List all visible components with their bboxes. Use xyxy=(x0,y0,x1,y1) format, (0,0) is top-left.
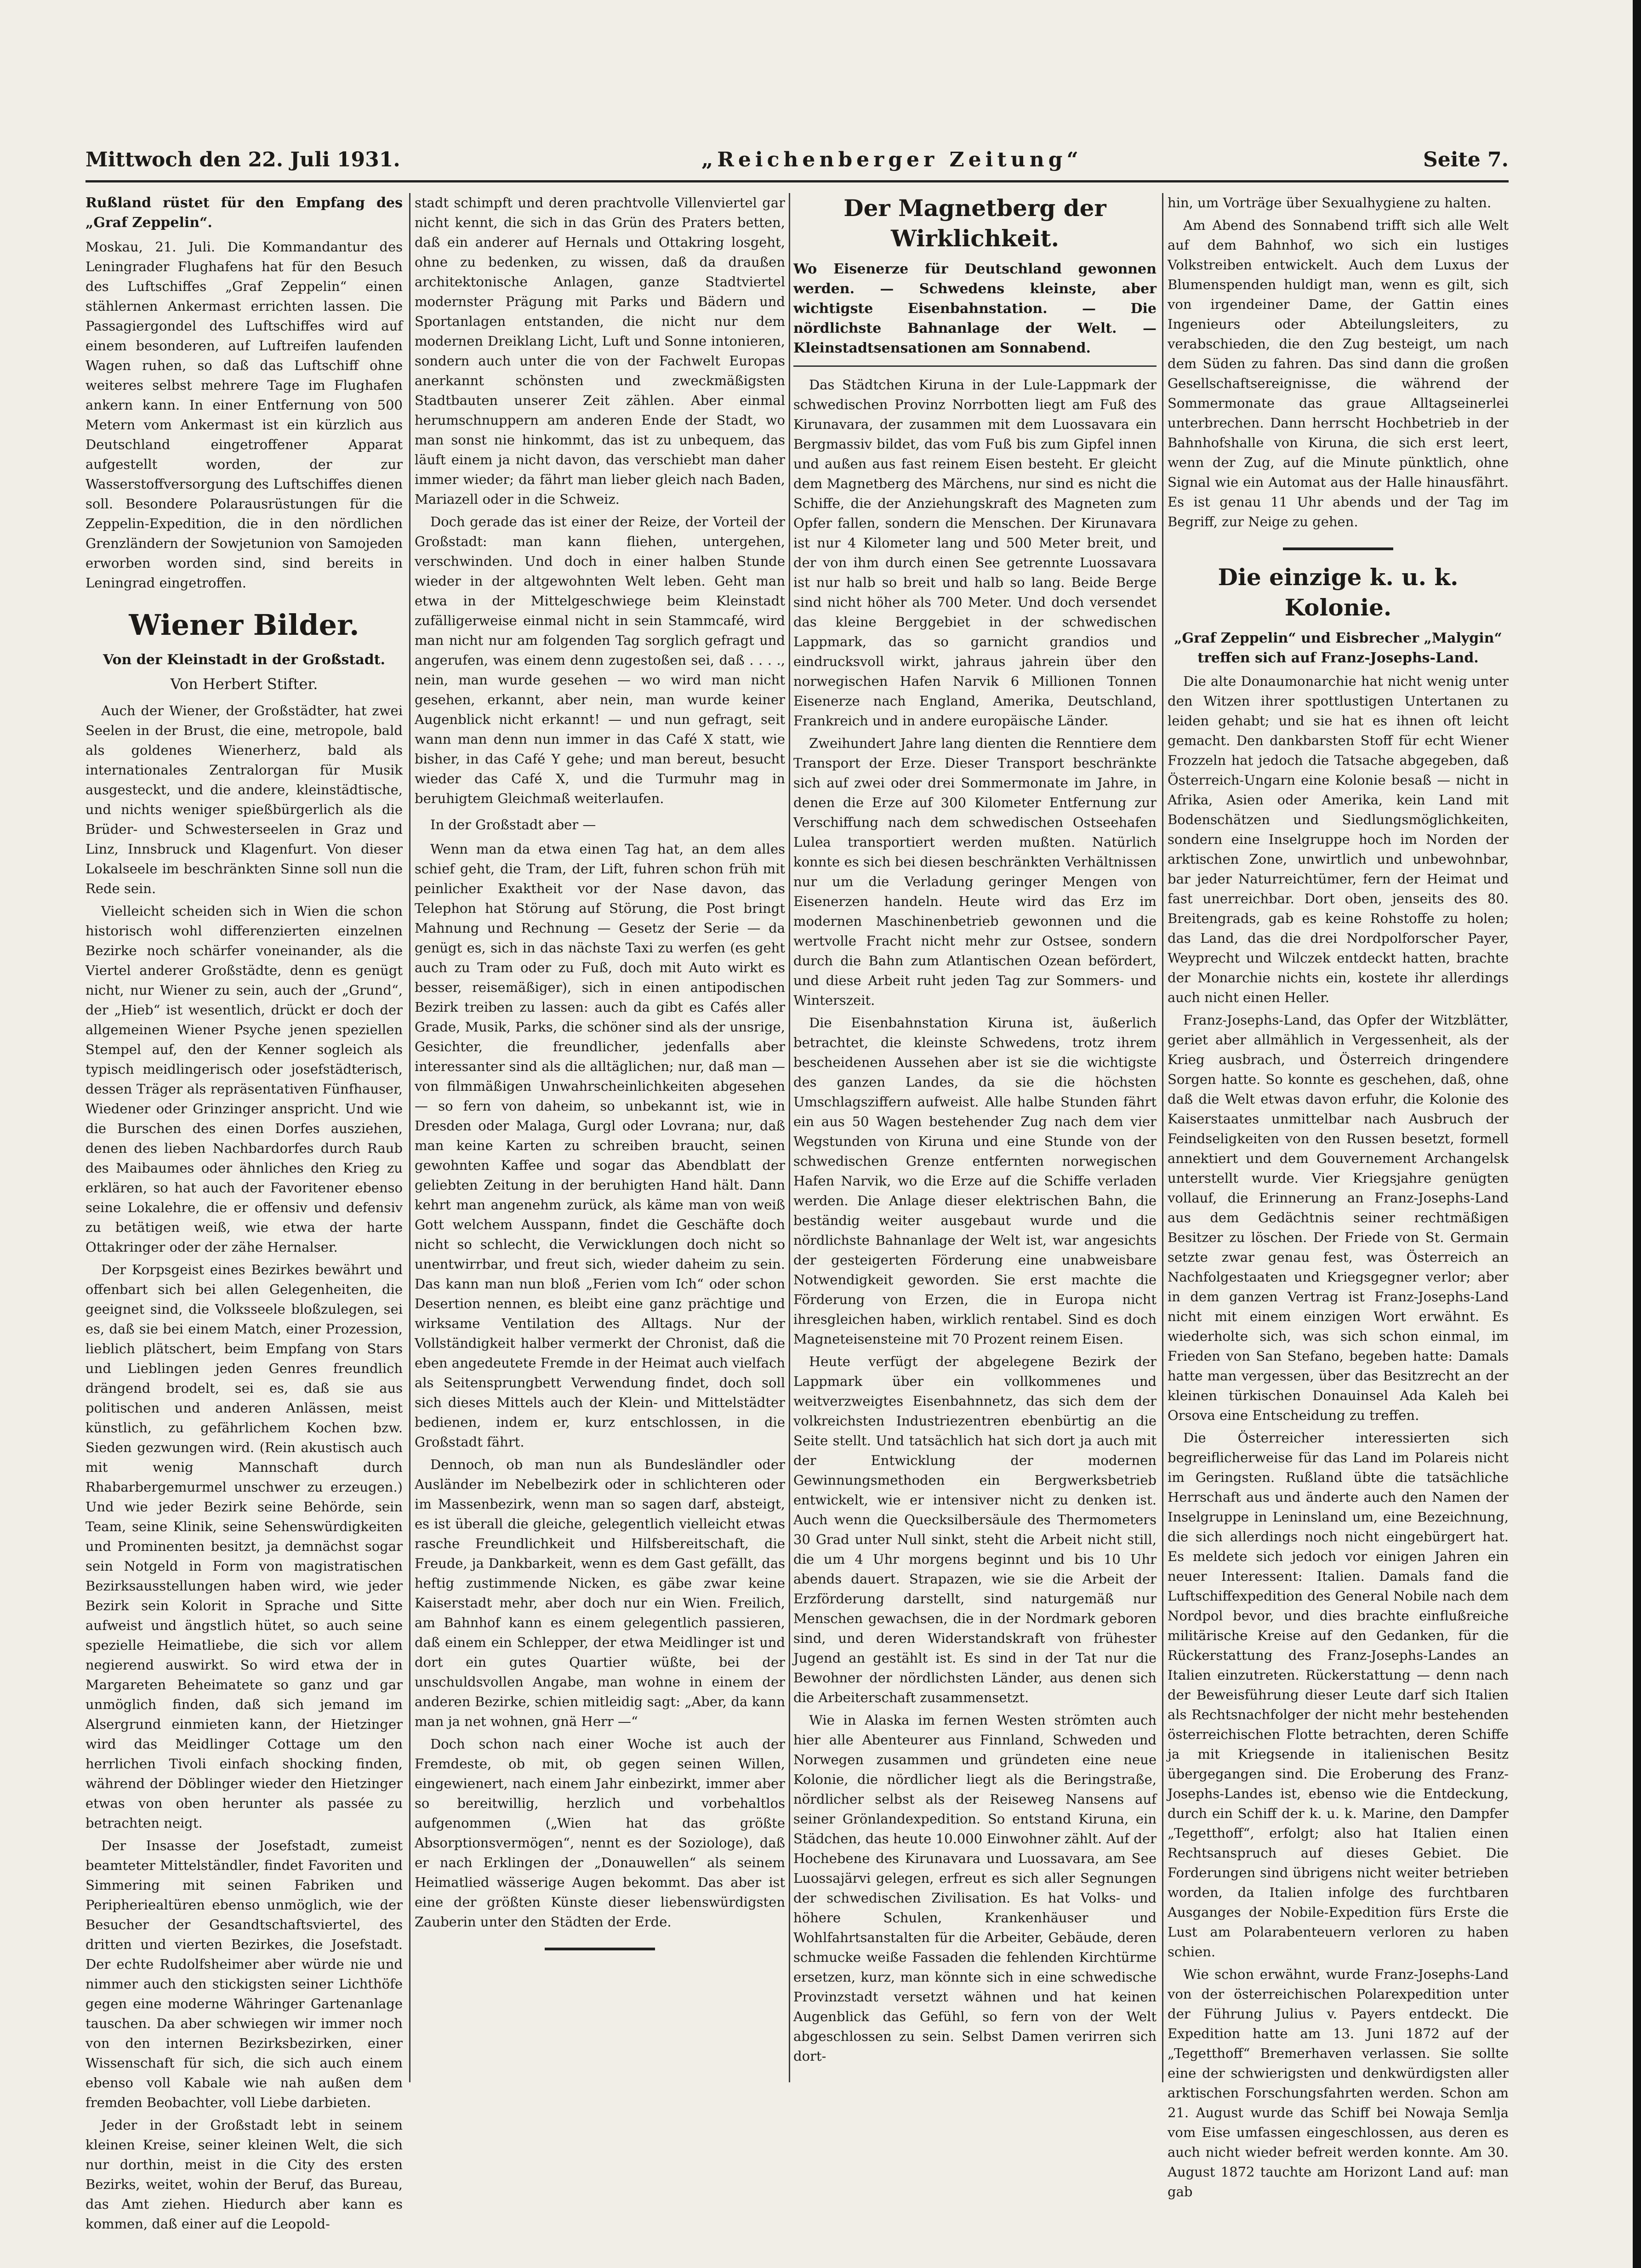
paragraph: Die Österreicher interessierten sich begreiflicherweise für das Land im Polareis nicht im Geringsten. Rußland übte die tatsächliche Herrschaft aus und änderte auch den Namen der Inselgruppe in Leninsland um, eine Bezeichnung, die sich allerdings noch nicht eingebürgert hat. Es meldete sich jedoch vor einigen Jahren ein neuer Interessent: Italien. Damals fand die Luftschiffexpedition des General Nobile nach dem Nordpol bevor, und dies brachte einflußreiche militärische Kreise auf den Gedanken, für die Rückerstattung des Franz-Josephs-Landes an Italien einzutreten. Rückerstattung — denn nach der Beweisführung dieser Leute darf sich Italien als Rechtsnachfolger der nicht mehr bestehenden österreichischen Flotte betrachten, deren Schiffe ja mit Kriegsende in italienischen Besitz übergegangen sind. Die Eroberung des Franz-Josephs-Landes ist, ebenso wie die Entdeckung, durch ein Schiff der k. u. k. Marine, den Dampfer „Tegetthoff“, erfolgt; also hat Italien einen Rechtsanspruch auf dieses Gebiet. Die Forderungen sind übrigens nicht weiter betrieben worden, da Italien infolge des furchtbaren Ausganges der Nobile-Expedition fürs Erste die Lust am Polarabenteuern verloren zu haben schien. xyxy=(1168,1430,1509,1960)
paragraph: Am Abend des Sonnabend trifft sich alle Welt auf dem Bahnhof, wo sich ein lustiges Volkstreiben entwickelt. Auch dem Luxus der Blumenspenden huldigt man, wenn es gilt, sich von irgendeiner Dame, der Gattin eines Ingenieurs oder Abteilungsleiters, zu verabschieden, die den Zug besteigt, um nach dem Süden zu fahren. Das sind dann die großen Gesellschaftsereignisse, die während der Sommermonate das graue Alltagseinerlei unterbrechen. Dann herrscht Hochbetrieb in der Bahnhofshalle von Kiruna, die sich erst leert, wenn der Zug, auf die Minute pünktlich, ohne Signal wie ein Automat aus der Halle hinausfährt. Es ist genau 11 Uhr abends und der Tag im Begriff, zur Neige zu gehen. xyxy=(1168,217,1509,530)
paragraph: Das Städtchen Kiruna in der Lule-Lappmark der schwedischen Provinz Norrbotten liegt am Fuß des Kirunavara, der zusammen mit dem Luossavara ein Bergmassiv bildet, das vom Fuß bis zum Gipfel innen und außen aus fast reinem Eisen besteht. Er gleicht dem Magnetberg des Märchens, nur sind es nicht die Schiffe, die der Anziehungskraft des Magneten zum Opfer fallen, sondern die Menschen. Der Kirunavara ist nur 4 Kilometer lang und 500 Meter breit, und der von ihm durch einen See getrennte Luossavara ist nur halb so breit und halb so lang. Beide Berge sind nicht höher als 700 Meter. Und doch versendet das kleine Berggebiet in der schwedischen Lappmark, das so garnicht grandios und eindrucksvoll wirkt, jahraus jahrein über den norwegischen Hafen Narvik 6 Millionen Tonnen Eisenerze nach England, Amerika, Deutschland, Frankreich und in andere europäische Länder. xyxy=(793,377,1157,729)
page-header xyxy=(85,148,1509,176)
paragraph: Wie in Alaska im fernen Westen strömten auch hier alle Abenteurer aus Finnland, Schweden und Norwegen zusammen und gründeten eine neue Kolonie, die nördlicher liegt als die Beringstraße, nördlicher selbst als der Reiseweg Nansens auf seiner Grönlandexpedition. So entstand Kiruna, ein Städchen, das heute 10.000 Einwohner zählt. Auf der Hochebene des Kirunavara und Luossavara, am See Luossajärvi gelegen, erfreut es sich aller Segnungen der schwedischen Zivilisation. Es hat Volks- und höhere Schulen, Krankenhäuser und Wohlfahrtsanstalten für die Arbeiter, Gebäude, deren schmucke weiße Fassaden die fehlenden Kirchtürme ersetzen, kurz, man könnte sich in eine schwedische Provinzstadt versetzt wähnen und hat keinen Augenblick das Gefühl, so fern von der Welt abgeschlossen zu sein. Selbst Damen verirren sich dort- xyxy=(793,1712,1157,2064)
subheadline: Von der Kleinstadt in der Großstadt. xyxy=(103,652,385,668)
scan-edge xyxy=(1633,0,1641,2268)
issue-date: Mittwoch den 22. Juli 1931. xyxy=(85,148,400,171)
paragraph: Vielleicht scheiden sich in Wien die schon historisch wohl differenzierten einzelnen Bezirke noch schärfer voneinander, als die Viertel anderer Großstädte, denn es genügt nicht, nur Wiener zu sein, auch der „Grund“, der „Hieb“ ist wesentlich, drückt er doch der allgemeinen Wiener Psyche jenen speziellen Stempel auf, den der Kenner sogleich als typisch meidlingerisch oder josefstädterisch, dessen Träger als repräsentativen Fünfhauser, Wiedener oder Grinzinger anspricht. Und wie die Burschen des einen Dorfes ausziehen, denen des lieben Nachbardorfes durch Raub des Maibaumes oder ähnliches den Krieg zu erklären, so hat auch der Favoritener ebenso seine Lokalehre, die er offensiv und defensiv zu betätigen weiß, wie etwa der harte Ottakringer oder der zähe Hernalser. xyxy=(85,903,403,1255)
headline-wiener-bilder: Wiener Bilder. xyxy=(129,608,359,642)
paragraph: Der Insasse der Josefstadt, zumeist beamteter Mittelständler, findet Favoriten und Simmering mit seinen Fabriken und Peripheriealtüren ebenso unmöglich, wie der Besucher der Gesandtschaftsviertel, des dritten und vierten Bezirkes, die Josefstadt. Der echte Rudolfsheimer aber würde nie und nimmer auch den stickigsten seiner Lichthöfe gegen eine moderne Währinger Gartenanlage tauschen. Da aber schwiegen wir immer noch von den internen Bezirksbezirken, einer Wissenschaft für sich, die sich auch einem ebenso voll Kabale wie nah außen dem fremden Beobachter, voll Liebe darbieten. xyxy=(85,1838,403,2110)
article-kicker-zeppelin: Rußland rüstet für den Empfang des „Graf Zeppelin“. xyxy=(85,195,403,231)
article-deck: „Graf Zeppelin“ und Eisbrecher „Malygin“ treffen sich auf Franz-Josephs-Land. xyxy=(1174,630,1502,666)
paragraph: hin, um Vorträge über Sexualhygiene zu halten. xyxy=(1168,195,1492,211)
paragraph: Wie schon erwähnt, wurde Franz-Josephs-Land von der österreichischen Polarexpedition unter der Führung Julius v. Payers entdeckt. Die Expedition hatte am 13. Juni 1872 auf der „Tegetthoff“ Bremerhaven verlassen. Sie sollte eine der schwierigsten und denkwürdigsten aller arktischen Forschungsfahrten werden. Schon am 21. August wurde das Schiff bei Nowaja Semlja vom Eise umfassen eingeschlossen, aus deren es auch nicht wieder befreit werden konnte. Am 30. August 1872 tauchte am Horizont Land auf: man gab xyxy=(1168,1966,1509,2200)
paragraph: Doch gerade das ist einer der Reize, der Vorteil der Großstadt: man kann fliehen, untergehen, verschwinden. Und doch in einer halben Stunde wieder in der altgewohnten Welt leben. Geht man etwa in der Mittelgeschwiege beim Kleinstadt zufälligerweise einmal nicht in sein Stammcafé, wird man nicht nur am folgenden Tag sorglich gefragt und angerufen, was einem denn zugestoßen sei, daß . . . ., nein, man wurde gesehen — wo wird man nicht gesehen, erkannt, aber nein, man wurde keiner Augenblick nicht erkannt! — und nun gefragt, seit wann man denn nun immer in das Café X statt, wie bisher, in das Café Y gehe; und man bereut, besucht wieder das Café X, und die Turmuhr mag in beruhigtem Gleichmaß weiterlaufen. xyxy=(415,514,785,806)
paragraph: Moskau, 21. Juli. Die Kommandantur des Leningrader Flughafens hat für den Besuch des Luftschiffes „Graf Zeppelin“ einen stählernen Ankermast errichten lassen. Die Passagiergondel des Luftschiffes wird auf einem besonderen, auf Luftreifen laufenden Wagen ruhen, so daß das Luftschiff ohne weiteres selbst mehrere Tage im Flughafen ankern kann. In einer Entfernung von 500 Metern vom Ankermast ist ein kürzlich aus Deutschland eingetroffener Apparat aufgestellt worden, der zur Wasserstoffversorgung des Luftschiffes dienen soll. Besondere Polarausrüstungen für die Zeppelin-Expedition, die in den nördlichen Grenzländern der Sowjetunion von Samojeden erworben worden sind, sind bereits in Leningrad eingetroffen. xyxy=(85,239,403,591)
byline: Von Herbert Stifter. xyxy=(170,675,318,693)
paragraph: stadt schimpft und deren prachtvolle Villenviertel gar nicht kennt, die sich in das Grün des Praters betten, daß ein anderer auf Hernals und Ottakring losgeht, ohne zu bedenken, zu wissen, daß da draußen architektonische Anlagen, ganze Stadtviertel modernster Prägung mit Parks und Bädern und Sportanlagen entstanden, die nicht nur dem modernen Dreiklang Licht, Luft und Sonne intonieren, sondern auch unter die von der Fachwelt Europas anerkannt schönsten und zweckmäßigsten Stadtbauten unserer Zeit zählen. Aber einmal herumschnuppern am anderen Ende der Stadt, wo man sonst nie hinkommt, das ist zu unbequem, das läuft einem ja nicht davon, das verschiebt man daher immer wieder; da fährt man lieber gleich nach Baden, Mariazell oder in die Schweiz. xyxy=(415,195,785,507)
paragraph: Die Eisenbahnstation Kiruna ist, äußerlich betrachtet, die kleinste Schwedens, trotz ihrem bescheidenen Aussehen aber ist sie die wichtigste des ganzen Landes, da sie die höchsten Umschlagsziffern aufweist. Alle halbe Stunden fährt ein aus 50 Wagen bestehender Zug nach dem vier Wegstunden von Kiruna und eine Stunde von der schwedischen Grenze entfernten norwegischen Hafen Narvik, wo die Erze auf die Schiffe verladen werden. Die Anlage dieser elektrischen Bahn, die beständig weiter ausgebaut wurde und die nördlichste Bahnanlage der Welt ist, war angesichts der gesteigerten Förderung eine unabweisbare Notwendigkeit geworden. Sie erst machte die Förderung von Erzen, die in Europa nicht ihresgleichen haben, wirklich rentabel. Sind es doch Magneteisensteine mit 70 Prozent reinem Eisen. xyxy=(793,1015,1157,1347)
paragraph: Die alte Donaumonarchie hat nicht wenig unter den Witzen ihrer spottlustigen Untertanen zu leiden gehabt; und sie hat es ihnen oft leicht gemacht. Den dankbarsten Stoff für echt Wiener Frozzeln hat jedoch die Tatsache abgegeben, daß Österreich-Ungarn eine Kolonie besaß — nicht in Afrika, Asien oder Amerika, kein Land mit Bodenschätzen und Siedlungsmöglichkeiten, sondern eine Inselgruppe hoch im Norden der arktischen Zone, unwirtlich und unbewohnbar, bar jeder Naturreichtümer, fern der Heimat und fast unerreichbar. Dort oben, jenseits des 80. Breitengrads, gab es keine Rohstoffe zu holen; das Land, das die drei Nordpolforscher Payer, Weyprecht und Wilczek entdeckt hatten, brachte der Monarchie nichts ein, kostete ihr allerdings auch nicht einen Heller. xyxy=(1168,673,1509,1005)
article-deck: Wo Eisenerze für Deutschland gewonnen werden. — Schwedens kleinste, aber wichtigste Eisenbahnstation. — Die nördlichste Bahnanlage der Welt. — Kleinstadtsensationen am Sonnabend. xyxy=(793,259,1157,367)
article-separator xyxy=(545,1948,655,1950)
paragraph: Der Korpsgeist eines Bezirkes bewährt und offenbart sich bei allen Gelegenheiten, die geeignet sind, die Volksseele bloßzulegen, sei es, daß sie bei einem Match, einer Prozession, lieblich plätschert, beim Empfang von Stars und Lieblingen jeden Genres freundlich drängend brodelt, sei es, daß sie aus politischen und anderen Anlässen, meist künstlich, zu gefährlichem Kochen bzw. Sieden gezwungen wird. (Rein akustisch auch mit wenig Mannschaft durch Rhabarbergemurmel unschwer zu erzeugen.) Und wie jeder Bezirk seine Behörde, sein Team, seine Klinik, seine Sehenswürdigkeiten und Prominenten besitzt, ja demnächst sogar sein Notgeld in Form von magistratischen Bezirksausstellungen haben wird, wie jeder Bezirk sein Kolorit in Sprache und Sitte aufweist und ängstlich hütet, so auch seine spezielle Heimatliebe, die sich vor allem negierend auswirkt. So wird etwa der in Margareten Beheimatete so ganz und gar unmöglich finden, daß sich jemand im Alsergrund einmieten kann, der Hietzinger wird das Meidlinger Cottage um den herrlichen Tivoli einfach shocking finden, während der Döblinger wieder den Hietzinger etwas von oben herunter als passée zu betrachten neigt. xyxy=(85,1262,403,1831)
paragraph: Jeder in der Großstadt lebt in seinem kleinen Kreise, seiner kleinen Welt, die sich nur dorthin, meist in die City des ersten Bezirks, weitet, wohin der Beruf, das Bureau, das Amt ziehen. Hiedurch aber kann es kommen, daß einer auf die Leopold- xyxy=(85,2117,403,2232)
column-4 xyxy=(1168,193,1509,2200)
paragraph: Zweihundert Jahre lang dienten die Renntiere dem Transport der Erze. Dieser Transport beschränkte sich auf zwei oder drei Sommermonate im Jahre, in denen die Erze auf 300 Kilometer Entfernung zur Verschiffung nach dem schwedischen Ostseehafen Lulea transportiert werden mußten. Natürlich konnte es sich bei diesen beschränkten Verhältnissen nur um die Verladung geringer Mengen von Eisenerzen handeln. Heute wird das Erz im modernen Maschinenbetrieb gewonnen und die wertvolle Fracht nicht mehr zur Ostsee, sondern durch die Bahn zum Atlantischen Ozean befördert, und diese Arbeit ruht jeden Tag zur Sommers- und Winterszeit. xyxy=(793,735,1157,1008)
paragraph: Wenn man da etwa einen Tag hat, an dem alles schief geht, die Tram, der Lift, fuhren schon früh mit peinlicher Exaktheit vor der Nase davon, das Telephon hat Störung auf Störung, die Post bringt Mahnung und Rechnung — Gesetz der Serie — da genügt es, sich in das nächste Taxi zu werfen (es geht auch zu Tram oder zu Fuß, doch mit Auto wirkt es besser, reisemäßiger), sich in einen antipodischen Bezirk treiben zu lassen: auch da gibt es Cafés aller Grade, Musik, Parks, die schöner sind als der unsrige, Gesichter, die freundlicher, jedenfalls aber interessanter sind als die alltäglichen; nur, daß man — von filmmäßigen Unwahrscheinlichkeiten abgesehen — so fern von daheim, so unbekannt ist, wie in Dresden oder Malaga, Gurgl oder Lovrana; nur, daß man keine Karten zu schreiben braucht, seinen gewohnten Kaffee und sogar das Abendblatt der geliebten Zeitung in der beruhigten Hand hält. Dann kehrt man angenehm zurück, als käme man von weiß Gott welchem Ausspann, findet die Geschäfte doch nicht so schlecht, die Verwicklungen doch nicht so unentwirrbar, und freut sich, wieder daheim zu sein. Das kann man nun bloß „Ferien vom Ich“ oder schon Desertion nennen, es bleibt eine ganz prächtige und wirksame Ventilation des Alltags. Nur der Vollständigkeit halber vermerkt der Chronist, daß die eben angedeutete Fremde in der Heimat auch vielfach als Seitensprungbett Verwendung findet, doch soll sich dieses Mittels auch der Klein- und Mittelstädter bedienen, indem er, kurz entschlossen, in die Großstadt fährt. xyxy=(415,841,785,1450)
paragraph: Franz-Josephs-Land, das Opfer der Witzblätter, geriet aber allmählich in Vergessenheit, als der Krieg ausbrach, und Österreich dringendere Sorgen hatte. So konnte es geschehen, daß, ohne daß die Welt etwas davon erfuhr, die Kolonie des Kaiserstaates unmittelbar nach Ausbruch der Feindseligkeiten von den Russen besetzt, formell annektiert und dem Gouvernement Archangelsk unterstellt wurde. Vier Kriegsjahre genügten vollauf, die Erinnerung an Franz-Josephs-Land aus dem Gedächtnis seiner rechtmäßigen Besitzer zu löschen. Der Friede von St. Germain setzte zwar genau fest, was Österreich an Nachfolgestaaten und Kriegsgegner verlor; aber in dem ganzen Vertrag ist Franz-Josephs-Land nicht mit einem einzigen Wort erwähnt. Es wiederholte sich, was sich schon einmal, im Frieden von San Stefano, begeben hatte: Damals hatte man vergessen, über das Besitzrecht an der kleinen türkischen Donauinsel Ada Kaleh bei Orsova eine Entscheidung zu treffen. xyxy=(1168,1012,1509,1423)
column-2 xyxy=(415,193,785,2082)
column-3 xyxy=(793,193,1157,2082)
page-number: Seite 7. xyxy=(1423,148,1509,171)
article-separator xyxy=(1283,547,1393,550)
column-1 xyxy=(85,193,403,2232)
headline-magnetberg: Der Magnetberg der Wirklichkeit. xyxy=(843,194,1106,252)
column-rule xyxy=(1162,193,1163,2082)
newspaper-title: „Reichenberger Zeitung“ xyxy=(701,148,1083,171)
column-rule xyxy=(409,193,410,2082)
paragraph: Heute verfügt der abgelegene Bezirk der Lappmark über ein vollkommenes und weitverzweigtes Eisenbahnnetz, das sich dem der volkreichsten Industriezentren ebenbürtig an die Seite stellt. Und tatsächlich hat sich dort ja auch mit der Entwicklung der modernen Gewinnungsmethoden ein Bergwerksbetrieb entwickelt, wie er intensiver nicht zu denken ist. Auch wenn die Quecksilbersäule des Thermometers 30 Grad unter Null sinkt, steht die Arbeit nicht still, die um 4 Uhr morgens beginnt und bis 10 Uhr abends dauert. Strapazen, wie sie die Arbeit der Erzförderung darstellt, sind naturgemäß nur Menschen gewachsen, die in der Nordmark geboren sind, und deren Widerstandskraft von frühester Jugend an gestählt ist. Es sind in der Tat nur die Bewohner der nördlichsten Länder, aus denen sich die Arbeiterschaft zusammensetzt. xyxy=(793,1354,1157,1705)
header-rule xyxy=(85,180,1509,182)
paragraph: Auch der Wiener, der Großstädter, hat zwei Seelen in der Brust, die eine, metropole, bald als goldenes Wienerherz, bald als internationales Zentralorgan für Musik ausgesteckt, und die andere, kleinstädtische, und nichts weniger spießbürgerlich als die Brüder- und Schwesterseelen in Graz und Linz, Innsbruck und Klagenfurt. Von dieser Lokalseele im beschränkten Sinne soll nun die Rede sein. xyxy=(85,703,403,896)
column-rule xyxy=(789,193,790,2082)
paragraph: Doch schon nach einer Woche ist auch der Fremdeste, ob mit, ob gegen seinen Willen, eingewienert, nach einem Jahr einbezirkt, immer aber so bereitwillig, herzlich und vorbehaltlos aufgenommen („Wien hat das größte Absorptionsvermögen“, nennt es der Soziologe), daß er nach Erklingen der „Donauwellen“ als seinem Heimatlied wässerige Augen bekommt. Das aber ist eine der größten Künste dieser liebenswürdigsten Zauberin unter den Städten der Erde. xyxy=(415,1736,785,1930)
section-heading: In der Großstadt aber — xyxy=(430,817,596,832)
paragraph: Dennoch, ob man nun als Bundesländler oder Ausländer im Nebelbezirk oder in schlichteren oder im Massenbezirk, wenn man so sagen darf, absteigt, es ist überall die gleiche, gelegentlich vielleicht etwas rasche Freundlichkeit und Hilfsbereitschaft, die Freude, ja Dankbarkeit, wenn es dem Gast gefällt, das heftig zustimmende Nicken, es gäbe zwar keine Kaiserstadt mehr, aber doch nur ein Wien. Freilich, am Bahnhof kann es einem gelegentlich passieren, daß einem ein Schlepper, der etwa Meidlinger ist und dort ein gutes Quartier wüßte, bei der unschuldsvollen Angabe, man wohne in einem der anderen Bezirke, schien mitleidig sagt: „Aber, da kann man ja net wohnen, gnä Herr —“ xyxy=(415,1457,785,1729)
headline-kolonie: Die einzige k. u. k. Kolonie. xyxy=(1218,564,1459,621)
